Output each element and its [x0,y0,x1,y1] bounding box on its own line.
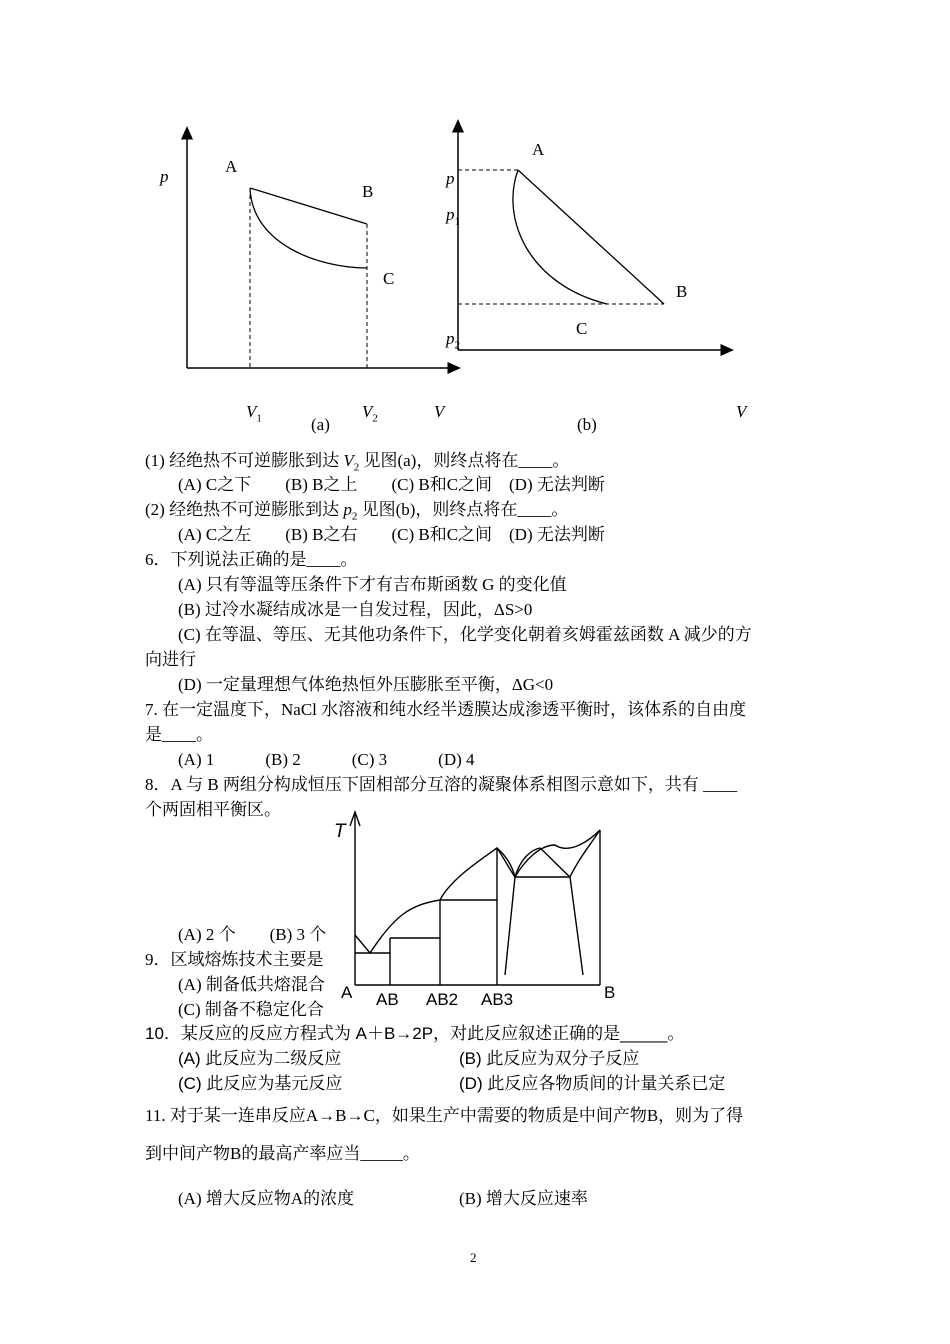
phase-liquidus [355,830,600,953]
q9-option-a: (A) 制备低共熔混合 [178,975,325,994]
q6-option-d: (D) 一定量理想气体绝热恒外压膨胀至平衡，ΔG<0 [178,675,554,694]
fig-b-tick-p1: $p_1$ [446,205,460,228]
q5-2-options: (A) C之左 (B) B之右 (C) B和C之间 (D) 无法判断 [178,525,605,544]
q8-stem-line2: 个两固相平衡区。 [145,800,281,819]
q7-stem-line2: 是____。 [145,725,213,744]
q11-stem-line1: 11. 对于某一连串反应A→B→C，如果生产中需要的物质是中间产物B，则为了得 [145,1106,744,1125]
phase-label-AB3: AB3 [481,990,514,1009]
q8-stem-line1: 8．A 与 B 两组分构成恒压下固相部分互溶的凝聚体系相图示意如下，共有 ____ [145,775,738,794]
fig-b-caption: (b) [577,415,597,434]
fig-b-axis-V: V [736,402,747,421]
q7-stem-line1: 7. 在一定温度下，NaCl 水溶液和纯水经半透膜达成渗透平衡时，该体系的自由度 [145,700,747,719]
fig-a-label-B: B [362,182,374,201]
fig-b-label-A: A [532,140,545,159]
q6-option-c-line1: (C) 在等温、等压、无其他功条件下，化学变化朝着亥姆霍兹函数 A 减少的方 [178,625,752,644]
phase-label-AB: AB [376,990,399,1009]
fig-a-label-C: C [383,269,395,288]
phase-solvus-right [570,877,583,975]
q7-options: (A) 1 (B) 2 (C) 3 (D) 4 [178,750,475,769]
q9-option-c: (C) 制备不稳定化合 [178,1000,324,1019]
q6-option-b: (B) 过冷水凝结成冰是一自发过程，因此，ΔS>0 [178,600,533,619]
fig-b-label-B: B [676,282,688,301]
q6-option-a: (A) 只有等温等压条件下才有吉布斯函数 G 的变化值 [178,575,567,594]
q5-1-options: (A) C之下 (B) B之上 (C) B和C之间 (D) 无法判断 [178,475,605,494]
fig-b-tick-p2: $p_2$ [446,329,460,352]
phase-label-AB2: AB2 [426,990,459,1009]
phase-solvus-left [497,848,515,975]
q10-option-d: (D) 此反应各物质间的计量关系已定 [459,1074,726,1093]
q10-option-c: (C) 此反应为基元反应 [178,1074,343,1093]
q6-option-c-line2: 向进行 [145,650,196,669]
q11-option-b: (B) 增大反应速率 [459,1189,588,1208]
page-number: 2 [470,1250,477,1265]
phase-label-A: A [341,983,353,1002]
q5-2-stem: (2) 经绝热不可逆膨胀到达 $p_2$ 见图(b)，则终点将在____。 [145,500,569,523]
fig-a-caption: (a) [311,415,330,434]
phase-top-arc [515,830,600,877]
fig-a-tick-V2: $V_2$ [362,402,378,425]
phase-diagram [350,812,600,985]
q10-option-a: (A) 此反应为二级反应 [178,1049,342,1068]
q9-stem: 9．区域熔炼技术主要是 [145,950,324,969]
q5-1-stem: (1) 经绝热不可逆膨胀到达 $V_2$ 见图(a)，则终点将在____。 [145,451,570,474]
q8-options: (A) 2 个 (B) 3 个 [178,925,327,944]
fig-b-axis-p: p [446,169,455,188]
fig-a-axis-p: p [160,167,169,186]
fig-b-curve-AC [513,170,607,304]
fig-a-curve-AC [250,188,367,268]
fig-a-label-A: A [225,157,238,176]
q11-option-a: (A) 增大反应物A的浓度 [178,1189,355,1208]
q6-stem: 6．下列说法正确的是____。 [145,550,358,569]
fig-b-label-C: C [576,319,588,338]
fig-a-tick-V1: $V_1$ [246,402,262,425]
q11-stem-line2: 到中间产物B的最高产率应当_____。 [145,1144,420,1163]
phase-axis-T: T [334,821,346,842]
fig-b-line-AB [518,170,664,304]
fig-a-line-AB [250,188,367,224]
q10-stem: 10．某反应的反应方程式为 A＋B→2P，对此反应叙述正确的是_____。 [145,1024,685,1043]
fig-a-axis-V: V [434,402,445,421]
phase-label-B: B [604,983,616,1002]
q10-option-b: (B) 此反应为双分子反应 [459,1049,640,1068]
